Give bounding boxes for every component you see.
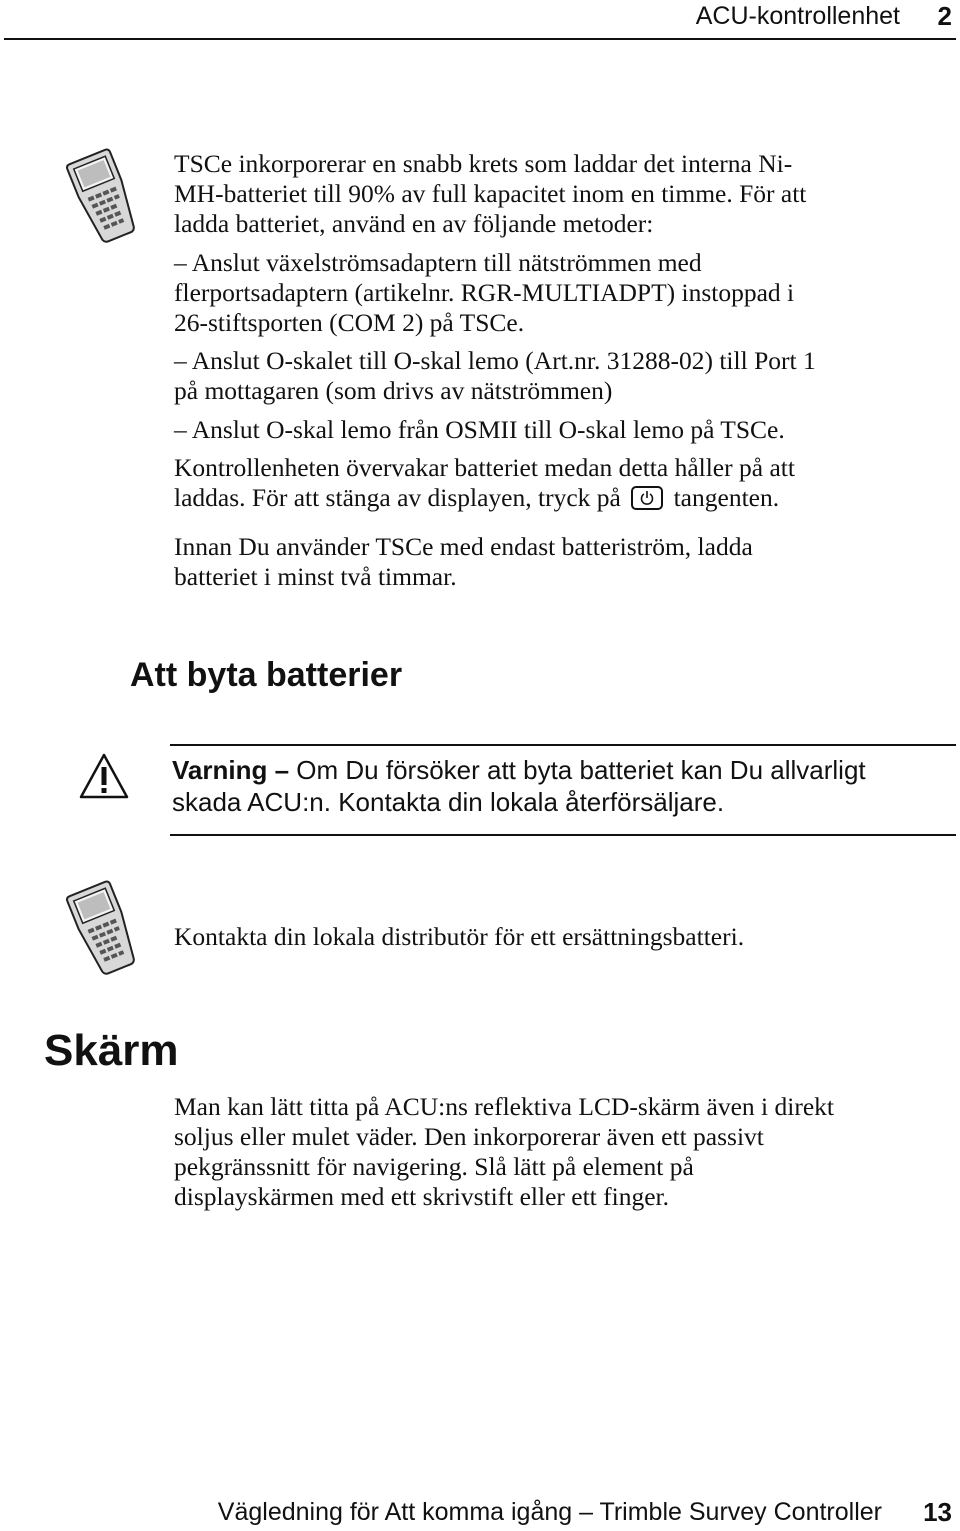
warning-rule-bottom [170,834,956,836]
power-icon [631,486,663,510]
display-paragraph-line: soljus eller mulet väder. Den inkorporerar även ett passivt [174,1122,764,1151]
page-number: 13 [923,1497,952,1527]
section-heading: Att byta batterier [130,656,403,694]
warning-text [172,754,866,818]
method-item-1-cont: flerportsadaptern (artikelnr. RGR-MULTIADPT) instoppad i [174,278,795,307]
replacement-note: Kontakta din lokala distributör för ett ersättningsbatteri. [174,922,745,951]
warning-dash: – [267,755,297,785]
display-paragraph-line: pekgränssnitt för navigering. Slå lätt på element på [174,1152,694,1181]
display-paragraph-line: displayskärmen med ett skrivstift eller ett finger. [174,1182,669,1211]
warning-triangle-icon [78,752,130,800]
display-paragraph-line: Man kan lätt titta på ACU:ns reflektiva LCD-skärm även i direkt [174,1092,834,1121]
chapter-number: 2 [937,1,952,31]
method-item-1: – Anslut växelströmsadaptern till nätströmmen med [174,248,702,277]
note-line: MH-batteriet till 90% av full kapacitet inom en timme. För att [174,179,807,208]
header-rule [4,38,956,40]
method-item-1-cont: 26-stiftsporten (COM 2) på TSCe. [174,308,525,337]
note-line: TSCe inkorporerar en snabb krets som laddar det interna Ni- [174,149,793,178]
warning-label: Varning [172,755,268,785]
warning-line-1: Om Du försöker att byta batteriet kan Du allvarligt [296,755,866,785]
note-line: Kontrollenheten övervakar batteriet medan detta håller på att [174,453,795,482]
warning-line-2: skada ACU:n. Kontakta din lokala återförsäljare. [172,787,725,817]
note-line: ladda batteriet, använd en av följande metoder: [174,209,654,238]
note-text: tangenten. [673,483,780,512]
warning-rule-top [170,744,956,746]
section-heading-display: Skärm [44,1026,179,1075]
running-header-title: ACU-kontrollenhet [695,2,900,30]
running-footer-title: Vägledning för Att komma igång – Trimble Survey Controller [217,1498,882,1526]
note-line: batteriet i minst två timmar. [174,562,457,591]
handheld-controller-icon [62,148,144,244]
note-line-with-key [174,483,779,513]
note-line: Innan Du använder TSCe med endast batteriström, ladda [174,532,753,561]
method-item-3: – Anslut O-skal lemo från OSMII till O-skal lemo på TSCe. [174,415,785,444]
method-item-2: – Anslut O-skalet till O-skal lemo (Art.nr. 31288-02) till Port 1 [174,346,816,375]
handheld-controller-icon [62,880,144,976]
method-item-2-cont: på mottagaren (som drivs av nätströmmen) [174,376,613,405]
note-text: laddas. För att stänga av displayen, tryck på [174,483,621,512]
